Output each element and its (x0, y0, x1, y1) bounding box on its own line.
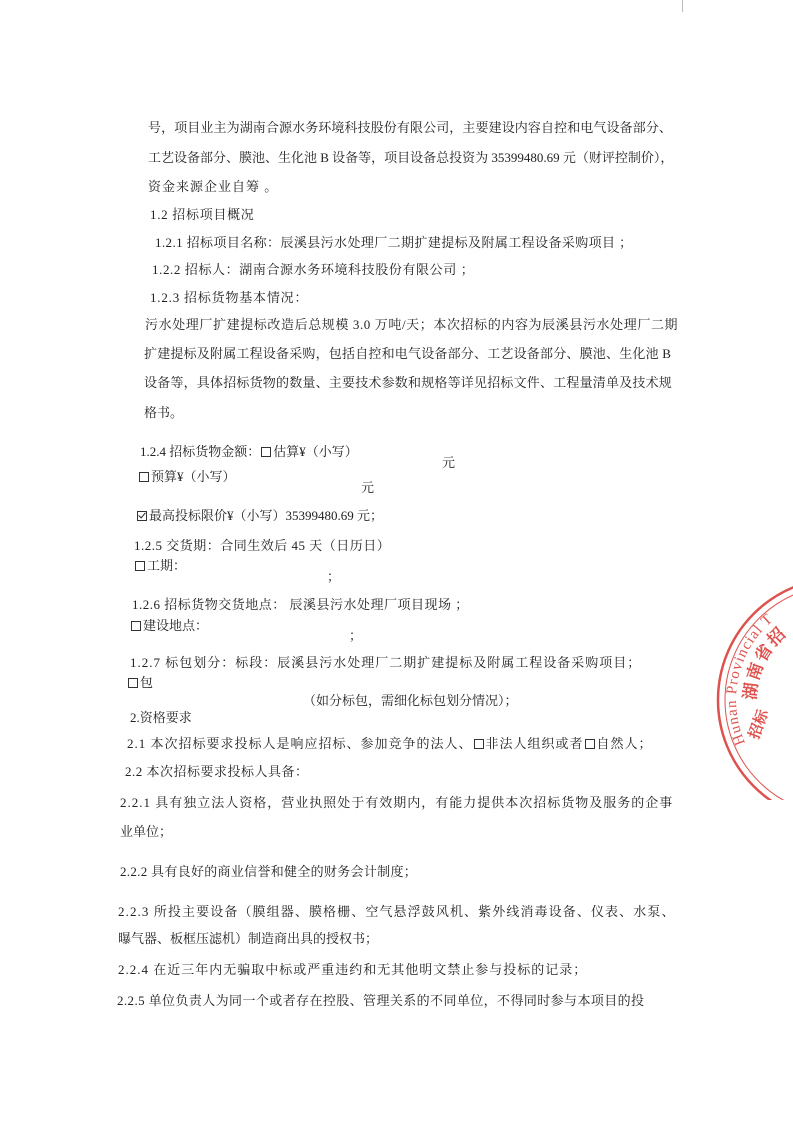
item-1-2-4-budget (138, 469, 236, 485)
intro-line: 资金来源企业自筹 。 (148, 179, 279, 194)
seal-chinese-center-text: 招标 (744, 707, 773, 742)
checkbox-icon (585, 739, 595, 749)
package-note: （如分标包，需细化标包划分情况）； (303, 693, 518, 708)
checkbox-icon (474, 739, 484, 749)
item-1-2-1: 1.2.1 招标项目名称：辰溪县污水处理厂二期扩建提标及附属工程设备采购项目 ； (155, 235, 633, 250)
duration-label: 工期： (147, 558, 187, 573)
item-1-2-2: 1.2.2 招标人：湖南合源水务环境科技股份有限公司 ； (152, 262, 475, 277)
item-2-2: 2.2 本次招标要求投标人具备： (125, 764, 309, 779)
item-1-2-3-body-line: 污水处理厂扩建提标改造后总规模 3.0 万吨/天；本次招标的内容为辰溪县污水处理厂二期 (145, 317, 679, 332)
section-heading-1-2: 1.2 招标项目概况 (150, 207, 255, 222)
item-1-2-6: 1.2.6 招标货物交货地点： 辰溪县污水处理厂项目现场 ； (132, 597, 469, 612)
budget-label: 预算¥（小写） (151, 469, 236, 484)
checkbox-checked-icon (137, 511, 147, 521)
item-1-2-4-max-price (136, 508, 383, 524)
package-label: 包 (140, 675, 154, 690)
item-2-1 (127, 736, 653, 752)
item-1-2-4-prefix: 1.2.4 招标货物金额： (140, 444, 261, 459)
estimate-label: 估算¥（小写） (273, 444, 358, 459)
item-2-2-5: 2.2.5 单位负责人为同一个或者存在控股、管理关系的不同单位，不得同时参与本项目的投 (117, 993, 645, 1008)
seal-chinese-arc-text: 湖南省招 (740, 623, 792, 701)
site-end: ； (349, 628, 363, 643)
item-1-2-3: 1.2.3 招标货物基本情况： (150, 290, 309, 305)
item-2-2-1-line: 2.2.1 具有独立法人资格，营业执照处于有效期内，有能力提供本次招标货物及服务的企事 (120, 795, 674, 810)
checkbox-icon (139, 472, 149, 482)
item-2-2-4: 2.2.4 在近三年内无骗取中标或严重违约和无其他明文禁止参与投标的记录； (118, 962, 588, 977)
item-1-2-3-body-line: 格书。 (144, 405, 184, 420)
checkbox-icon (135, 561, 145, 571)
item-1-2-3-body-line: 扩建提标及附属工程设备采购，包括自控和电气设备部分、工艺设备部分、膜池、生化池 B (144, 346, 672, 361)
item-2-1-option-2: 自然人； (596, 736, 653, 751)
item-2-2-2: 2.2.2 具有良好的商业信誉和健全的财务会计制度； (120, 864, 418, 879)
seal-english-text: Hunan Provincial T (723, 610, 777, 748)
estimate-unit: 元 (442, 455, 456, 470)
official-seal (700, 560, 793, 800)
item-2-1-text: 2.1 本次招标要求投标人是响应招标、参加竞争的法人、 (127, 736, 473, 751)
intro-line: 工艺设备部分、膜池、生化池 B 设备等，项目设备总投资为 35399480.69 元（财评控制价）， (148, 150, 674, 165)
section-heading-2: 2.资格要求 (130, 710, 192, 725)
item-1-2-7-package (127, 675, 153, 691)
item-1-2-6-site (130, 618, 208, 634)
site-label: 建设地点： (143, 618, 209, 633)
checkbox-icon (128, 678, 138, 688)
item-1-2-4-estimate (140, 444, 358, 460)
intro-line: 号，项目业主为湖南合源水务环境科技股份有限公司，主要建设内容自控和电气设备部分、 (148, 120, 673, 135)
scan-edge-mark (682, 0, 683, 12)
budget-unit: 元 (361, 480, 375, 495)
item-1-2-5-duration (134, 558, 186, 574)
checkbox-icon (261, 447, 271, 457)
max-price-label: 最高投标限价¥（小写）35399480.69 元； (149, 508, 384, 523)
item-2-2-1-line: 业单位； (120, 824, 173, 839)
item-2-2-3-line: 2.2.3 所投主要设备（膜组器、膜格栅、空气悬浮鼓风机、紫外线消毒设备、仪表、水泵、 (118, 904, 676, 919)
duration-end: ； (327, 569, 341, 584)
item-1-2-7: 1.2.7 标包划分：标段：辰溪县污水处理厂二期扩建提标及附属工程设备采购项目； (130, 655, 642, 670)
item-1-2-5: 1.2.5 交货期：合同生效后 45 天（日历日） (134, 538, 391, 553)
item-2-2-3-line: 曝气器、板框压滤机）制造商出具的授权书； (118, 931, 379, 946)
item-2-1-option-1: 非法人组织或者 (485, 736, 584, 751)
item-1-2-3-body-line: 设备等，具体招标货物的数量、主要技术参数和规格等详见招标文件、工程量清单及技术规 (144, 375, 673, 390)
checkbox-icon (131, 621, 141, 631)
